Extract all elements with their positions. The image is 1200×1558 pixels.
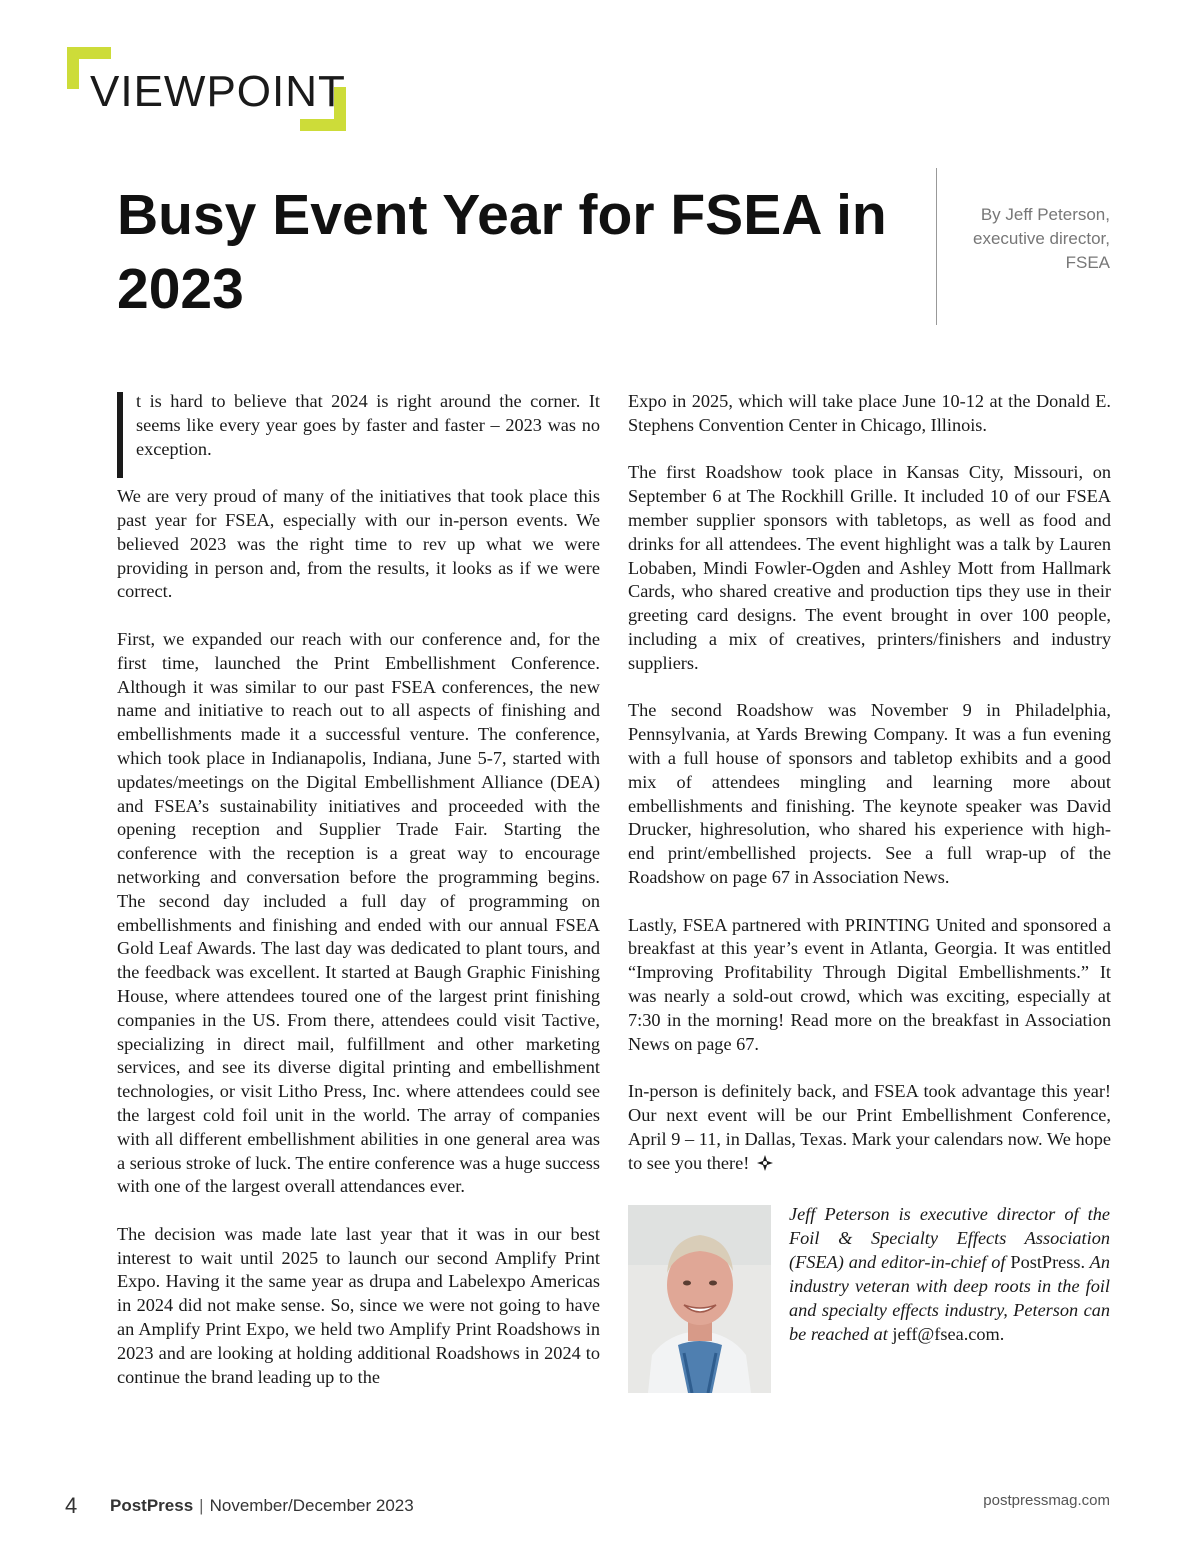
closing-text: In-person is definitely back, and FSEA took advantage this year! Our next event will be our Print Embellishment Conference, April 9 – 11, in Dallas, Texas. Mark your calendars now. We hope to see you there! [628,1081,1111,1173]
lead-paragraph: t is hard to believe that 2024 is right around the corner. It seems like every year goes by faster and faster – 2023 was no exception. [136,391,600,459]
byline-org: FSEA [1065,253,1110,272]
footer-separator: | [199,1496,204,1515]
author-bio [789,1202,1110,1346]
bio-email: jeff@fsea.com. [892,1324,1005,1344]
section-bracket-left [67,47,79,89]
body-paragraph: We are very proud of many of the initiatives that took place this past year for FSEA, especially with our in-person events. We believed 2023 was the right time to rev up what we were providing in person and, from the results, it looks as if we were correct. [117,486,600,602]
body-paragraph: Lastly, FSEA partnered with PRINTING United and sponsored a breakfast at this year’s event in Atlanta, Georgia. It was entitled “Improving Profitability Through Digital Embellishments.” It was nearly a sold-out crowd, which was exciting, especially at 7:30 in the morning! Read more on the breakfast in Association News on page 67. [628,914,1111,1054]
author-photo [628,1205,771,1393]
article-column-right [628,390,1111,1199]
body-paragraph: The first Roadshow took place in Kansas City, Missouri, on September 6 at The Rockhill Grille. It included 10 of our FSEA member supplier sponsors with tabletops, as well as food and drinks for all attendees. The event highlight was a talk by Lauren Lobaben, Mindi Fowler-Ogden and Ashley Mott from Hallmark Cards, who shared creative and production tips they use in their greeting card designs. The event brought in over 100 people, including a mix of creatives, printers/finishers and industry suppliers. [628,462,1111,673]
article-column-left [117,390,600,1413]
footer-issue-date: November/December 2023 [209,1496,414,1515]
byline-divider [936,168,937,325]
body-paragraph: The second Roadshow was November 9 in Philadelphia, Pennsylvania, at Yards Brewing Company. It was a fun evening with a full house of sponsors and tabletop exhibits and a good mix of attendees mingling and learning more about embellishments and finishing. The keynote speaker was David Drucker, highresolution, who shared his experience with high-end print/embellished projects. See a full wrap-up of the Roadshow on page 67 in Association News. [628,700,1111,887]
footer-magazine-name: PostPress [110,1496,194,1515]
article-headline: Busy Event Year for FSEA in 2023 [117,183,887,321]
closing-paragraph [628,1080,1111,1175]
section-label: VIEWPOINT [90,67,346,116]
footer-issue [110,1496,414,1516]
bio-text-part2: An industry veteran with deep roots in the foil and specialty effects industry, Peterson can be reached at [789,1252,1110,1344]
bio-text-part1: Jeff Peterson is executive director of the Foil & Specialty Effects Association (FSEA) and editor-in-chief of [789,1204,1110,1272]
body-paragraph: Expo in 2025, which will take place June 10-12 at the Donald E. Stephens Convention Center in Chicago, Illinois. [628,391,1111,435]
body-paragraph: The decision was made late last year that it was in our best interest to wait until 2025 to launch our second Amplify Print Expo. Having it the same year as drupa and Labelexpo Americas in 2024 did not make sense. So, since we were not going to have an Amplify Print Expo, we held two Amplify Print Roadshows in 2023 and are looking at holding additional Roadshows in 2024 to continue the brand leading up to the [117,1223,600,1387]
footer-url: postpressmag.com [983,1492,1110,1509]
byline [946,203,1110,275]
page-number: 4 [65,1493,78,1518]
byline-role: executive director, [972,229,1110,248]
end-mark-icon [757,1154,773,1170]
bio-publication: PostPress. [1010,1252,1086,1272]
section-bracket-bottom-right [300,119,346,131]
body-paragraph: First, we expanded our reach with our conference and, for the first time, launched the Print Embellishment Conference. Although it was similar to our past FSEA conferences, the new name and initiative to reach out to all aspects of finishing and embellishments made it a successful venture. The conference, which took place in Indianapolis, Indiana, June 5-7, started with updates/meetings on the Digital Embellishment Alliance (DEA) and FSEA’s sustainability initiatives and proceeded with the opening reception and Supplier Trade Fair. Starting the conference with the reception is a great way to encourage networking and conversation before the programming begins. The second day included a full day of programming on embellishments and finishing and ended with our annual FSEA Gold Leaf Awards. The last day was dedicated to plant tours, and the feedback was excellent. It started at Baugh Graphic Finishing House, where attendees toured one of the largest print finishing companies in the US. From there, attendees could visit Tactive, specializing in direct mail, fulfillment and other marketing services, and see its diverse digital printing and embellishment technologies, or visit Litho Press, Inc. where attendees could see the largest cold foil unit in the world. The array of companies with all different embellishment abilities in one general area was a serious stroke of luck. The entire conference was a huge success with one of the largest overall attendances ever. [117,628,600,1197]
byline-author: By Jeff Peterson, [980,205,1110,224]
